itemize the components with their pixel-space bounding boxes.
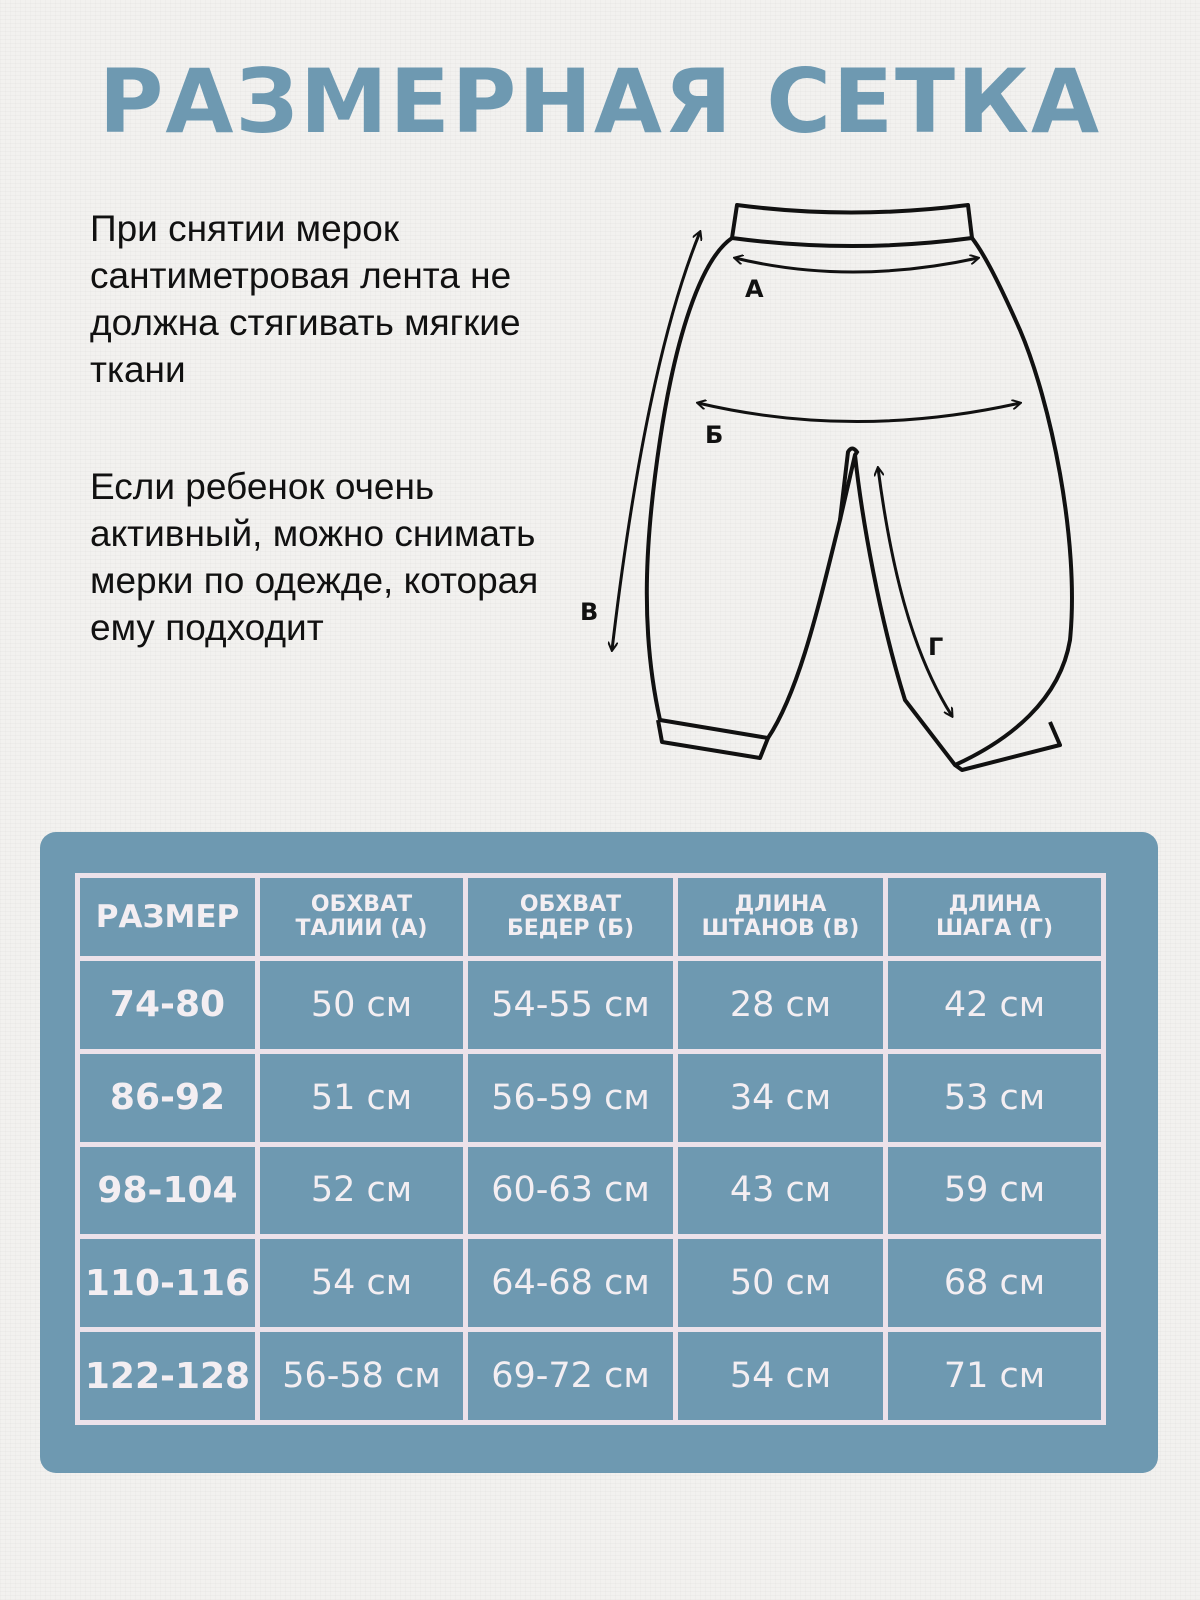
length-cell: 54 см [676, 1330, 886, 1423]
hips-cell: 69-72 см [466, 1330, 676, 1423]
size-cell: 74-80 [78, 959, 258, 1052]
inseam-cell: 53 см [886, 1051, 1104, 1144]
length-arrow [612, 232, 700, 650]
label-a: А [745, 275, 764, 303]
table-row [78, 1144, 1104, 1237]
pants-diagram [570, 190, 1090, 780]
hips-arrow [698, 403, 1020, 422]
header-length: ДЛИНА ШТАНОВ (В) [676, 876, 886, 959]
size-table [75, 873, 1106, 1425]
hips-cell: 56-59 см [466, 1051, 676, 1144]
waist-cell: 50 см [258, 959, 466, 1052]
length-cell: 34 см [676, 1051, 886, 1144]
hips-cell: 64-68 см [466, 1237, 676, 1330]
hips-cell: 54-55 см [466, 959, 676, 1052]
inseam-cell: 59 см [886, 1144, 1104, 1237]
inseam-cell: 68 см [886, 1237, 1104, 1330]
inseam-arrow [878, 468, 952, 716]
size-cell: 122-128 [78, 1330, 258, 1423]
label-v: В [580, 598, 599, 626]
table-row [78, 1330, 1104, 1423]
page-title: РАЗМЕРНАЯ СЕТКА [98, 50, 1102, 153]
size-cell: 98-104 [78, 1144, 258, 1237]
measuring-tip: При снятии мерок сантиметровая лента не должна стягивать мягкие ткани [90, 208, 521, 390]
label-b: Б [705, 421, 724, 449]
header-waist: ОБХВАТ ТАЛИИ (А) [258, 876, 466, 959]
length-cell: 43 см [676, 1144, 886, 1237]
waist-arrow [735, 258, 978, 272]
table-row [78, 1051, 1104, 1144]
table-row [78, 959, 1104, 1052]
pants-outline [647, 238, 1072, 765]
table-header-row [78, 876, 1104, 959]
waist-cell: 51 см [258, 1051, 466, 1144]
length-cell: 28 см [676, 959, 886, 1052]
header-inseam: ДЛИНА ШАГА (Г) [886, 876, 1104, 959]
active-child-tip: Если ребенок очень активный, можно снимать мерки по одежде, которая ему подходит [90, 466, 539, 648]
pants-waistband [732, 205, 972, 246]
header-size: РАЗМЕР [78, 876, 258, 959]
hips-cell: 60-63 см [466, 1144, 676, 1237]
inseam-cell: 42 см [886, 959, 1104, 1052]
waist-cell: 54 см [258, 1237, 466, 1330]
table-row [78, 1237, 1104, 1330]
inseam-cell: 71 см [886, 1330, 1104, 1423]
size-cell: 110-116 [78, 1237, 258, 1330]
waist-cell: 56-58 см [258, 1330, 466, 1423]
waist-cell: 52 см [258, 1144, 466, 1237]
length-cell: 50 см [676, 1237, 886, 1330]
pants-left-cuff [658, 720, 768, 758]
size-cell: 86-92 [78, 1051, 258, 1144]
header-hips: ОБХВАТ БЕДЕР (Б) [466, 876, 676, 959]
pants-right-cuff [955, 722, 1060, 770]
label-g: Г [928, 633, 944, 661]
